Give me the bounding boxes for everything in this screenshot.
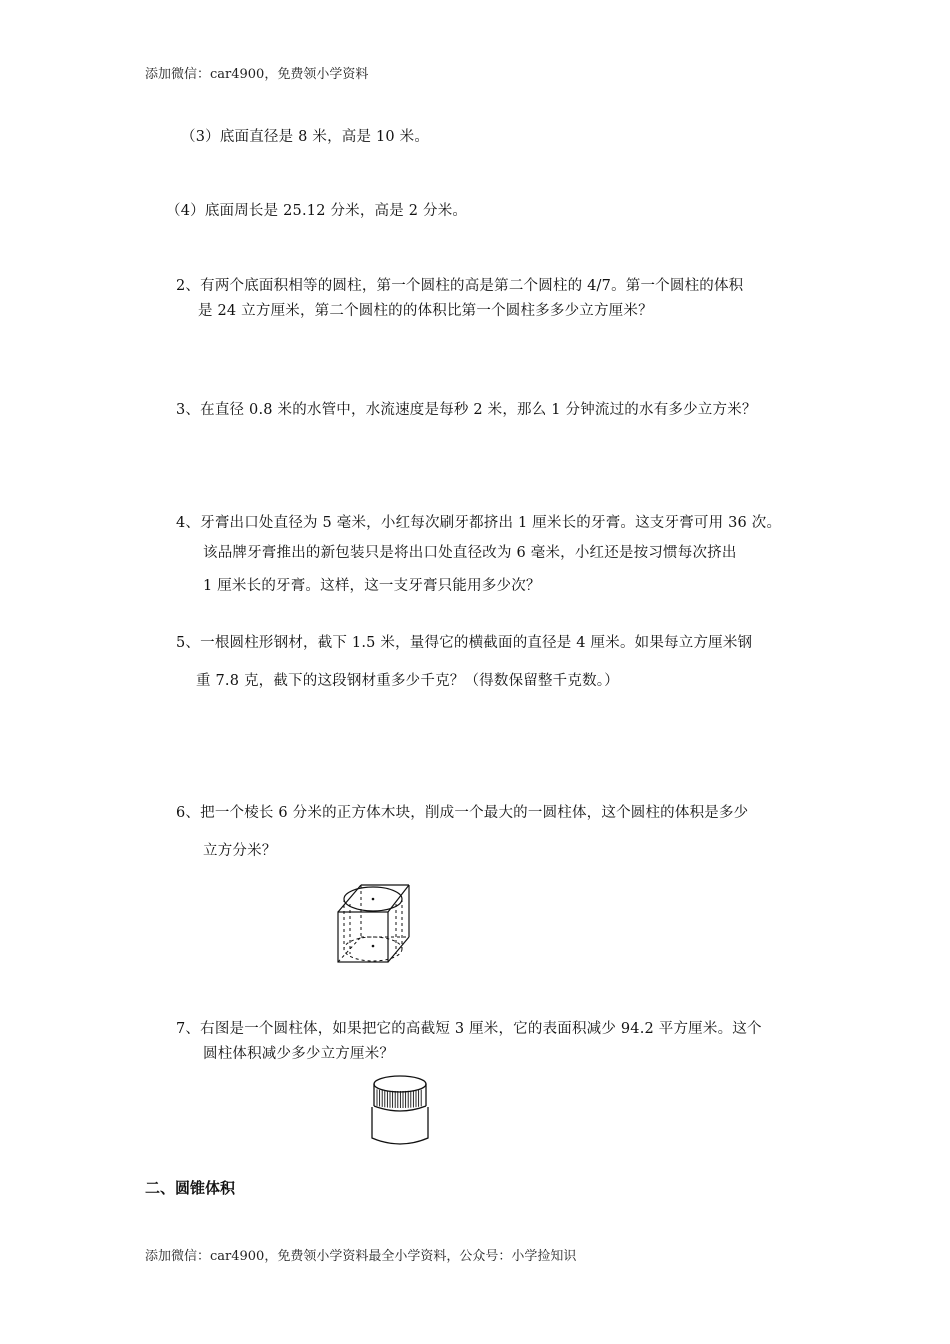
section-title: 二、圆锥体积 (145, 1179, 236, 1197)
page-header: 添加微信：car4900，免费领小学资料 (145, 67, 369, 82)
question-2-line-1: 2、有两个底面积相等的圆柱，第一个圆柱的高是第二个圆柱的 4/7。第一个圆柱的体积 (176, 278, 744, 294)
page-footer: 添加微信：car4900，免费领小学资料最全小学资料，公众号：小学捡知识 (145, 1249, 577, 1264)
question-7-line-2: 圆柱体积减少多少立方厘米？ (203, 1046, 395, 1062)
question-2-line-2: 是 24 立方厘米，第二个圆柱的的体积比第一个圆柱多多少立方厘米？ (198, 303, 653, 319)
cube-cylinder-figure (336, 882, 416, 964)
question-5-line-1: 5、一根圆柱形钢材，截下 1.5 米，量得它的横截面的直径是 4 厘米。如果每立方厘米钢 (176, 635, 753, 651)
question-7-line-1: 7、右图是一个圆柱体，如果把它的高截短 3 厘米，它的表面积减少 94.2 平方厘米。这个 (176, 1021, 762, 1037)
cylinder-jar-figure (368, 1074, 432, 1148)
question-5-line-2: 重 7.8 克，截下的这段钢材重多少千克？（得数保留整千克数。） (196, 673, 619, 689)
item-3: （3）底面直径是 8 米，高是 10 米。 (181, 129, 430, 145)
question-3-line-1: 3、在直径 0.8 米的水管中，水流速度是每秒 2 米，那么 1 分钟流过的水有多少立方米？ (176, 402, 757, 418)
question-6-line-1: 6、把一个棱长 6 分米的正方体木块，削成一个最大的一圆柱体，这个圆柱的体积是多少 (176, 805, 749, 821)
question-4-line-1: 4、牙膏出口处直径为 5 毫米，小红每次刷牙都挤出 1 厘米长的牙膏。这支牙膏可用 36 次。 (176, 515, 782, 531)
question-6-line-2: 立方分米？ (203, 843, 277, 859)
question-4-line-2: 该品牌牙膏推出的新包装只是将出口处直径改为 6 毫米，小红还是按习惯每次挤出 (203, 545, 737, 561)
item-4: （4）底面周长是 25.12 分米，高是 2 分米。 (166, 203, 468, 219)
question-4-line-3: 1 厘米长的牙膏。这样，这一支牙膏只能用多少次？ (203, 578, 541, 594)
